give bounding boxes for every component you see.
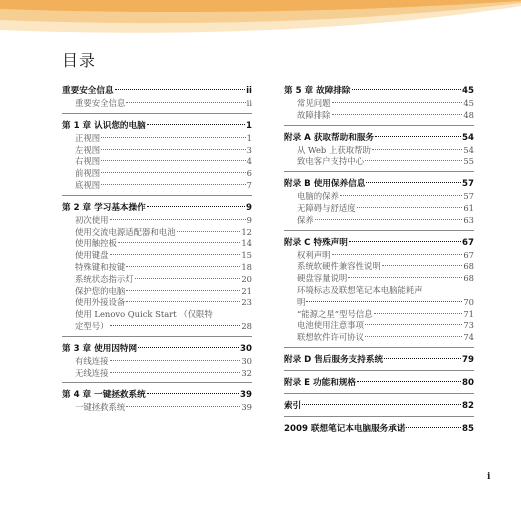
toc-item[interactable]: 保养 63 xyxy=(297,214,474,225)
toc-item[interactable]: 正视图 1 xyxy=(75,132,252,143)
toc-item[interactable]: 使用触控板 14 xyxy=(75,238,252,249)
toc-item[interactable]: 保护您的电脑 21 xyxy=(75,285,252,296)
toc-group-safety xyxy=(62,84,252,114)
toc-item[interactable]: 前视图 6 xyxy=(75,168,252,179)
page-title: 目录 xyxy=(62,51,97,70)
page-number: i xyxy=(487,472,491,482)
toc-item[interactable]: 底视图 7 xyxy=(75,179,252,190)
toc-chapter-safety[interactable]: 重要安全信息 ii xyxy=(62,86,252,96)
toc-chapter-2[interactable]: 第 2 章 学习基本操作 9 xyxy=(62,202,252,213)
toc-item[interactable]: 无障碍与舒适度 61 xyxy=(297,202,474,213)
toc-item[interactable]: 初次使用 9 xyxy=(75,214,252,225)
toc-group-chapter-1 xyxy=(62,119,252,196)
toc-group-appendix-d xyxy=(284,353,474,371)
toc-item[interactable]: 特殊键和按键 18 xyxy=(75,261,252,272)
toc-chapter-3[interactable]: 第 3 章 使用因特网 30 xyxy=(62,343,252,354)
toc-item[interactable]: 使用交流电源适配器和电池 12 xyxy=(75,226,252,237)
toc-chapter-4[interactable]: 第 4 章 一键拯救系统 39 xyxy=(62,390,252,401)
toc-item[interactable]: 从 Web 上获取帮助 54 xyxy=(297,144,474,155)
toc-item[interactable]: 一键拯救系统 39 xyxy=(75,402,252,413)
toc-group-index xyxy=(284,399,474,417)
toc-group-appendix-e xyxy=(284,376,474,394)
toc-item[interactable]: 右视图 4 xyxy=(75,156,252,167)
toc-chapter-1[interactable]: 第 1 章 认识您的电脑 1 xyxy=(62,120,252,131)
toc-item[interactable]: 左视图 3 xyxy=(75,144,252,155)
toc-item-wrapped[interactable]: 使用 Lenovo Quick Start （仅限特 定型号） 28 xyxy=(75,309,252,331)
toc-item[interactable]: 致电客户支持中心 55 xyxy=(297,156,474,167)
toc-service-commitment[interactable]: 2009 联想笔记本电脑服务承诺 85 xyxy=(284,423,474,434)
toc-appendix-d[interactable]: 附录 D 售后服务支持系统 79 xyxy=(284,354,474,365)
toc-item[interactable]: 常见问题 45 xyxy=(297,98,474,108)
toc-group-chapter-4 xyxy=(62,388,252,417)
toc-item[interactable]: 电脑的保养 57 xyxy=(297,191,474,202)
toc-chapter-5[interactable]: 第 5 章 故障排除 45 xyxy=(284,86,474,96)
toc-group-chapter-5 xyxy=(284,84,474,126)
toc-item-wrapped[interactable]: 环境标志及联想笔记本电脑能耗声 明 70 xyxy=(297,284,474,307)
toc-appendix-b[interactable]: 附录 B 使用保养信息 57 xyxy=(284,179,474,190)
toc-group-chapter-3 xyxy=(62,342,252,384)
toc-item[interactable]: 有线连接 30 xyxy=(75,355,252,366)
toc-item[interactable]: 使用外接设备 23 xyxy=(75,297,252,308)
toc-left-column xyxy=(62,84,252,422)
toc-item[interactable]: 系统状态指示灯 20 xyxy=(75,273,252,284)
toc-right-column xyxy=(284,84,474,444)
toc-item[interactable]: “能源之星”型号信息 71 xyxy=(297,308,474,319)
toc-appendix-c[interactable]: 附录 C 特殊声明 67 xyxy=(284,237,474,248)
toc-item[interactable]: 权利声明 67 xyxy=(297,249,474,260)
toc-item[interactable]: 硬盘容量说明 68 xyxy=(297,273,474,284)
toc-index[interactable]: 索引 82 xyxy=(284,400,474,411)
toc-item[interactable]: 重要安全信息 ii xyxy=(75,98,252,108)
toc-group-appendix-a xyxy=(284,131,474,173)
toc-item[interactable]: 使用键盘 15 xyxy=(75,250,252,261)
toc-group-service-commitment xyxy=(284,422,474,439)
toc-appendix-a[interactable]: 附录 A 获取帮助和服务 54 xyxy=(284,132,474,143)
toc-item[interactable]: 电池使用注意事项 73 xyxy=(297,320,474,331)
toc-item[interactable]: 系统软硬件兼容性说明 68 xyxy=(297,261,474,272)
toc-group-chapter-2 xyxy=(62,201,252,337)
toc-group-appendix-c xyxy=(284,236,474,348)
toc-group-appendix-b xyxy=(284,177,474,230)
toc-item[interactable]: 故障排除 48 xyxy=(297,109,474,120)
toc-appendix-e[interactable]: 附录 E 功能和规格 80 xyxy=(284,377,474,388)
toc-item[interactable]: 联想软件许可协议 74 xyxy=(297,332,474,343)
toc-item[interactable]: 无线连接 32 xyxy=(75,367,252,378)
